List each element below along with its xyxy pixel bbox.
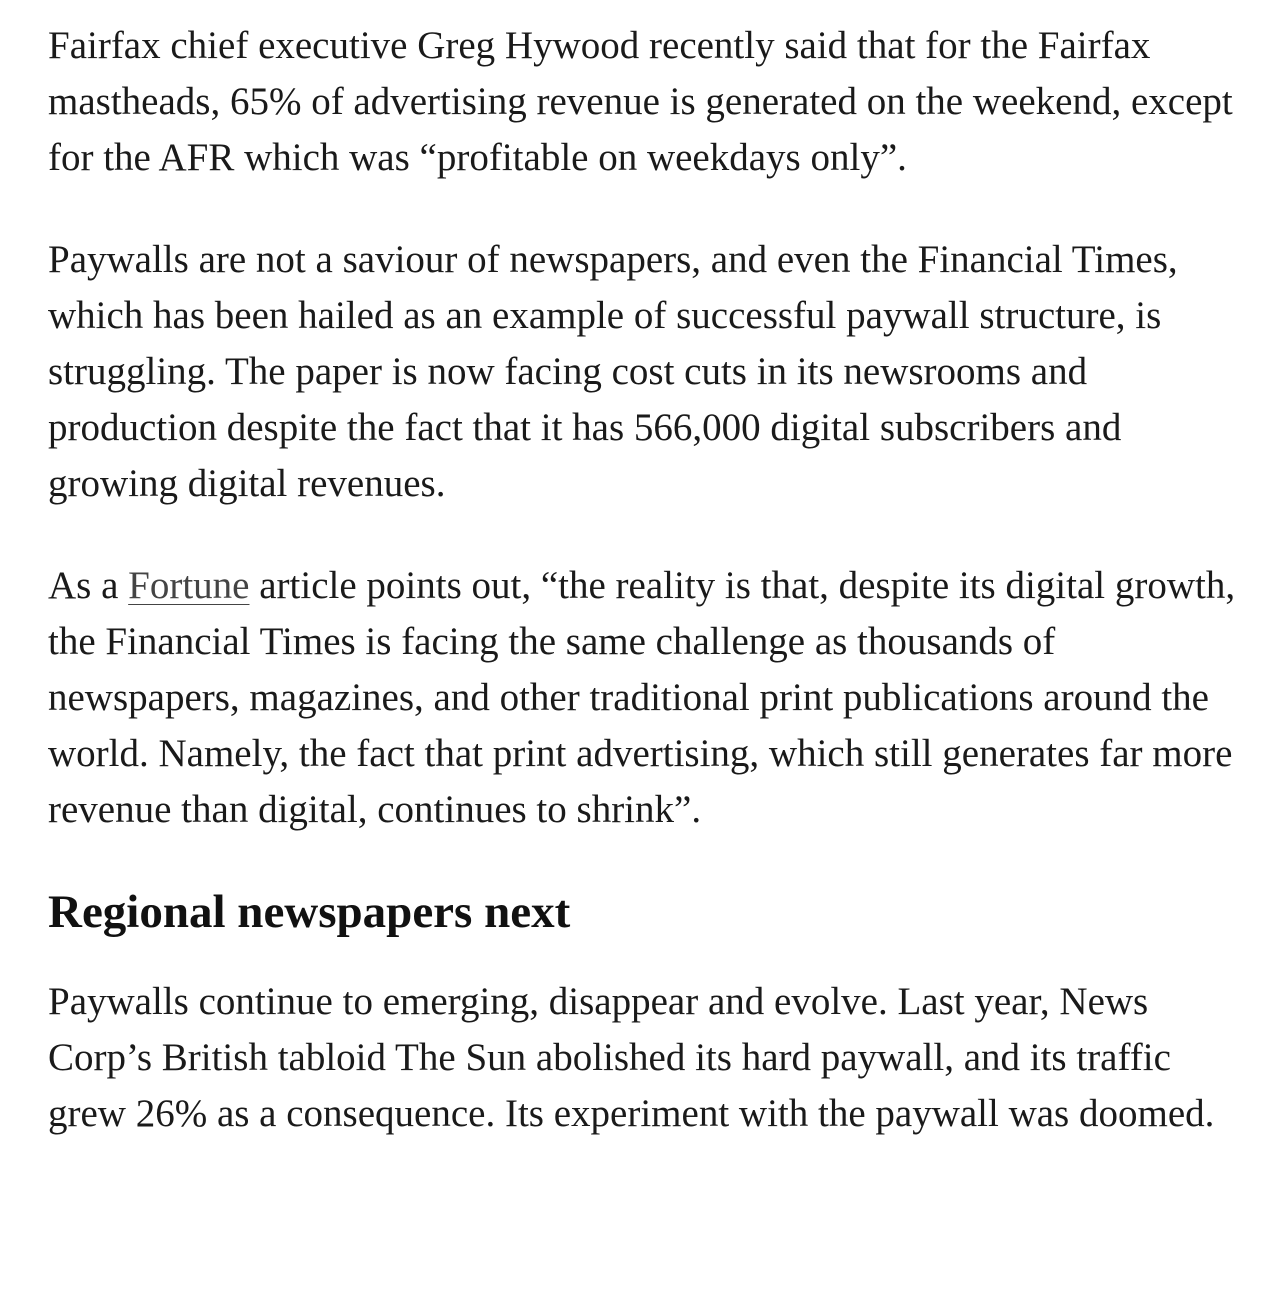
paragraph-the-sun-paywall: Paywalls continue to emerging, disappear and evolve. Last year, News Corp’s British tabloid The Sun abolished its hard paywall, and its traffic grew 26% as a consequence. Its experiment with the paywall was doomed. <box>48 980 1215 1135</box>
fortune-quote-text: article points out, “the reality is that, despite its digital growth, the Financial Times is facing the same challenge as thousands of newspapers, magazines, and other traditional print publications around the world. Namely, the fact that print advertising, which still generates far more revenue than digital, continues to shrink”. <box>48 564 1236 831</box>
section-heading: Regional newspapers next <box>48 886 571 938</box>
paragraph-fortune-quote <box>48 558 1241 838</box>
fortune-link[interactable]: Fortune <box>128 564 250 607</box>
fortune-quote-lead-text: As a <box>48 564 129 607</box>
paragraph-fairfax-advertising: Fairfax chief executive Greg Hywood recently said that for the Fairfax mastheads, 65% of advertising revenue is generated on the weekend, except for the AFR which was “profitable on weekdays only”. <box>48 24 1233 179</box>
paragraph-paywalls-financial-times: Paywalls are not a saviour of newspapers, and even the Financial Times, which has been hailed as an example of successful paywall structure, is struggling. The paper is now facing cost cuts in its newsrooms and production despite the fact that it has 566,000 digital subscribers and growing digital revenues. <box>48 238 1178 505</box>
